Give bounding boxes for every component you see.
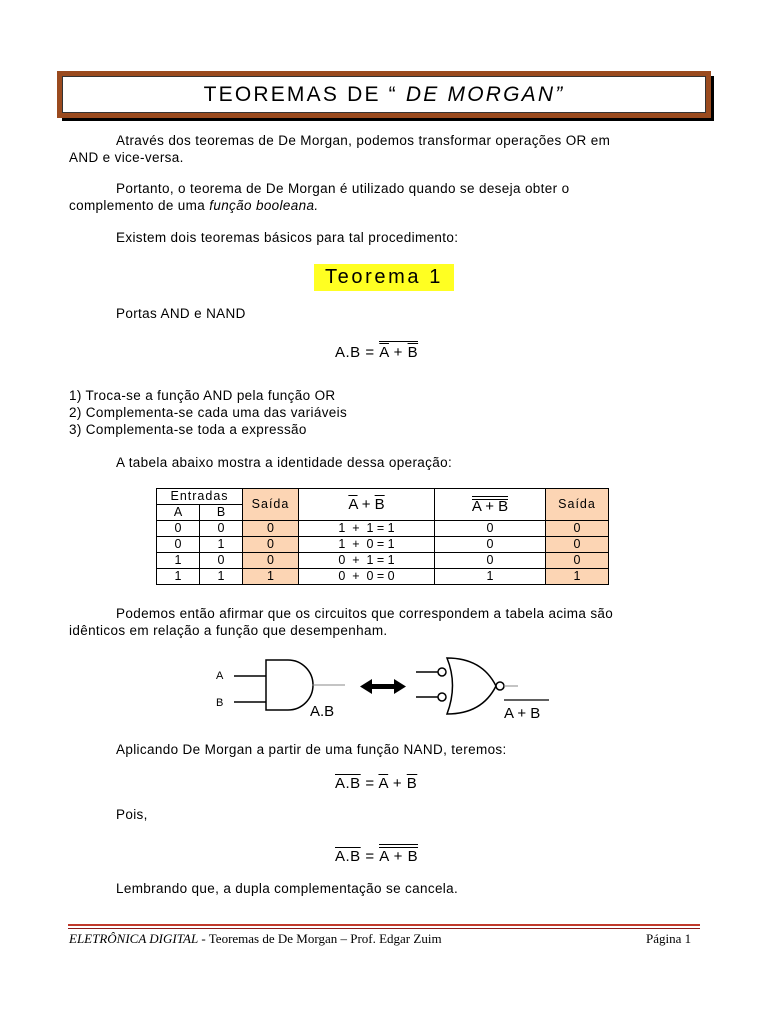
intro-p2-line1: Portanto, o teorema de De Morgan é utilizado quando se deseja obter o [116, 181, 570, 196]
page-title [62, 76, 706, 113]
eq3-rhs-wrap [379, 848, 418, 865]
header-expr-2-text: A + B [471, 497, 509, 515]
cell-expr-2: 0 [435, 521, 546, 537]
cell-expr-2: 0 [435, 553, 546, 569]
cell-saida-1: 0 [243, 553, 299, 569]
footer-rule-thin [68, 928, 700, 929]
step-3: 3) Complementa-se toda a expressão [69, 422, 307, 437]
cell-saida-2: 0 [546, 521, 609, 537]
cell-expr-1: 1 + 0 = 1 [299, 537, 435, 553]
and-output-label: A.B [310, 703, 335, 720]
eq2-lhs: A.B [335, 775, 361, 792]
header-expr-1-a: $\overline{A}$ [348, 496, 358, 513]
step-2: 2) Complementa-se cada uma das variáveis [69, 405, 348, 420]
cell-saida-1: 0 [243, 537, 299, 553]
closing-text: Lembrando que, a dupla complementação se cancela. [116, 881, 459, 896]
header-expr-1-plus: + [357, 496, 375, 513]
nand-intro: Aplicando De Morgan a partir de uma função NAND, teremos: [116, 742, 507, 757]
title-prefix: TEOREMAS DE “ [203, 82, 398, 106]
title-box [57, 71, 711, 118]
cell-saida-2: 1 [546, 569, 609, 585]
table-row [157, 521, 609, 537]
cell-a: 1 [157, 553, 200, 569]
gates-diagram [200, 648, 560, 728]
intro-p2-italic: função booleana. [209, 198, 319, 213]
intro-p2-prefix: complemento de uma [69, 198, 210, 213]
header-expr-2 [435, 489, 546, 521]
input-b-label: B [216, 697, 224, 709]
header-b: B [200, 505, 243, 521]
pois-label: Pois, [116, 807, 148, 822]
eq2-plus: + [388, 775, 407, 792]
eq2-b: $\overline{B}$ [406, 775, 418, 792]
header-expr-1 [299, 489, 435, 521]
intro-p1-line2: AND e vice-versa. [69, 150, 184, 165]
nand-output-label: A + B [504, 705, 541, 722]
eq1-lhs: A.B = [335, 344, 380, 361]
eq1-overbar [379, 341, 418, 342]
table-intro: A tabela abaixo mostra a identidade dessa operação: [116, 455, 453, 470]
circuits-p-line2: idênticos em relação a função que desempenham. [69, 623, 388, 638]
cell-expr-1: 1 + 1 = 1 [299, 521, 435, 537]
eq2-a: $\overline{A}$ [378, 775, 389, 792]
cell-expr-1: 0 + 0 = 0 [299, 569, 435, 585]
header-entradas: Entradas [157, 489, 243, 505]
cell-saida-2: 0 [546, 553, 609, 569]
footer-rest: - Teoremas de De Morgan – Prof. Edgar Zuim [198, 931, 442, 946]
table-row [157, 553, 609, 569]
step-1: 1) Troca-se a função AND pela função OR [69, 388, 336, 403]
title-emphasis: DE MORGAN” [405, 82, 565, 106]
cell-b: 1 [200, 537, 243, 553]
eq1-plus: + [388, 344, 408, 361]
table-header-row [157, 489, 609, 505]
intro-p2-line2 [69, 197, 318, 214]
or-gate-inverted [416, 658, 518, 714]
header-saida-2: Saída [546, 489, 609, 521]
intro-p3: Existem dois teoremas básicos para tal procedimento: [116, 230, 459, 245]
equivalence-arrow-icon [360, 679, 406, 694]
cell-a: 1 [157, 569, 200, 585]
equation-1 [335, 344, 418, 361]
cell-expr-1: 0 + 1 = 1 [299, 553, 435, 569]
intro-p1-line1: Através dos teoremas de De Morgan, podemos transformar operações OR em [116, 133, 611, 148]
cell-expr-2: 1 [435, 569, 546, 585]
eq1-a: $\overline{A}$ [379, 344, 389, 361]
table-row [157, 569, 609, 585]
theorem-heading: Teorema 1 [314, 264, 454, 291]
eq3-rhs: A + B [379, 848, 419, 865]
eq1-b: $\overline{B}$ [407, 344, 419, 361]
cell-saida-2: 0 [546, 537, 609, 553]
eq2-mid: = [360, 775, 379, 792]
cell-saida-1: 0 [243, 521, 299, 537]
cell-expr-2: 0 [435, 537, 546, 553]
header-saida-1: Saída [243, 489, 299, 521]
footer-course: ELETRÔNICA DIGITAL [69, 931, 199, 946]
footer-rule [68, 924, 700, 926]
eq1-rhs [379, 344, 418, 361]
cell-b: 0 [200, 521, 243, 537]
gates-label: Portas AND e NAND [116, 306, 246, 321]
header-expr-1-b: $\overline{B}$ [374, 496, 385, 513]
truth-table [156, 488, 609, 585]
page-number: Página 1 [646, 931, 692, 946]
cell-a: 0 [157, 521, 200, 537]
cell-saida-1: 1 [243, 569, 299, 585]
equation-3 [335, 848, 418, 865]
eq3-lhs: A.B [335, 848, 361, 865]
input-a-label: A [216, 670, 224, 682]
cell-b: 1 [200, 569, 243, 585]
cell-a: 0 [157, 537, 200, 553]
header-a: A [157, 505, 200, 521]
table-row [157, 537, 609, 553]
eq3-mid: = [360, 848, 380, 865]
circuits-p-line1: Podemos então afirmar que os circuitos que correspondem a tabela acima são [116, 606, 614, 621]
footer-left [69, 931, 442, 947]
equation-2 [335, 775, 417, 792]
cell-b: 0 [200, 553, 243, 569]
